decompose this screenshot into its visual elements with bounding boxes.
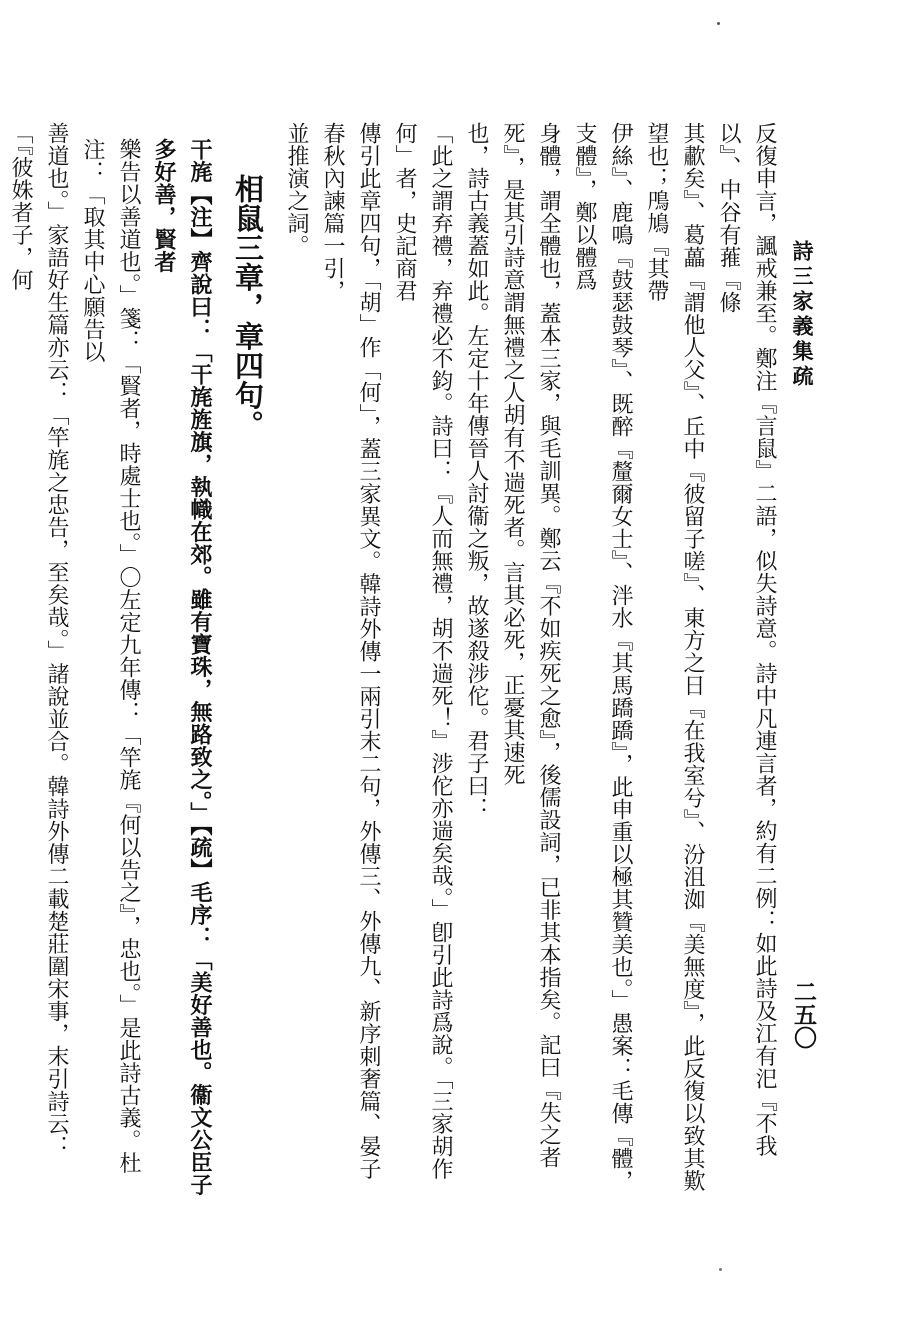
page-number: 二五〇 — [790, 980, 817, 1049]
text-column: 伊絲』、鹿鳴『鼓瑟鼓琴』、既醉『釐爾女士』、泮水『其馬蹻蹻』，此申重以極其贊美也。」愚案：毛傳『體，支體』，鄭以體爲 — [572, 122, 633, 1192]
text-column: 反復申言，諷戒兼至。鄭注『言鼠』二語，似失詩意。詩中凡連言者，約有二例：如此詩及江有汜『不我以』、中谷有蓷『條 — [716, 122, 777, 1157]
scan-speck — [719, 1268, 722, 1271]
chapter-summary-heading: 相鼠三章，章四句。 — [231, 174, 265, 440]
text-column — [0, 122, 2, 1202]
text-column: 也，詩古義蓋如此。左定十年傳晉人討衞之叛，故遂殺涉佗。君子曰： — [464, 122, 489, 820]
text-column: 身體，謂全體也，蓋本三家，與毛訓異。鄭云『不如疾死之愈』，後儒設詞，已非其本指矣。記曰『失之者死』，是其引詩意謂無禮之人胡有不遄死者。言其必死，正憂其速死 — [500, 122, 561, 1169]
text-column: 樂告以善道也。」箋：「賢者，時處士也。」〇左定九年傳：「竿旄『何以告之』，忠也。」是此詩古義。杜注：「取其中心願告以 — [80, 138, 141, 1174]
text-column: 傳引此章四句，「胡」作「何」，蓋三家異文。韓詩外傳一兩引末二句，外傳三、外傳九、新序刺奢篇、晏子春秋內諫篇一引， — [320, 122, 381, 1180]
text-column: 「此之謂弃禮，弃禮必不鈞。詩曰：『人而無禮，胡不遄死！』涉佗亦遄矣哉。」卽引此詩爲說。「三家胡作何」者，史記商君 — [392, 122, 453, 1180]
running-title: 詩三家義集疏 — [790, 240, 815, 390]
text-column: 善道也。」家語好生篇亦云：「竿旄之忠告，至矣哉。」諸說並合。韓詩外傳二載楚莊圍宋事，末引詩云：「『彼姝者子，何 — [8, 122, 69, 1158]
scan-speck — [717, 22, 720, 25]
poem-title-column: 干旄【注】齊說曰：「干旄旌旗，執幟在郊。雖有寶珠，無路致之。」【疏】毛序：「美好善也。衞文公臣子多好善，賢者 — [151, 138, 213, 1196]
text-column: 並推演之詞。 — [284, 122, 309, 257]
vertical-text-body — [8, 122, 782, 1202]
text-column: 其歗矣』、葛藟『謂他人父』、丘中『彼留子嗟』、東方之日『在我室兮』、汾沮洳『美無度』，此反復以致其歎望也；鳲鳩『其帶 — [644, 122, 705, 1192]
